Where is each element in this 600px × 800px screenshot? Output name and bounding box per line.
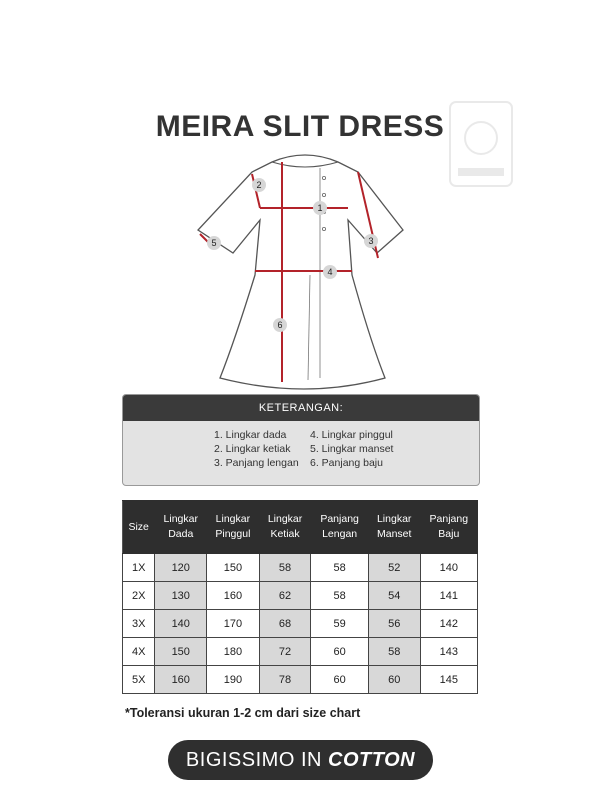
marker-5 [207,236,221,250]
brand-banner [168,740,433,780]
table-cell: 2X [123,582,155,610]
table-cell: 160 [155,666,207,694]
header-lingkar-pinggul: Lingkar Pinggul [207,501,260,554]
table-cell: 142 [420,610,477,638]
table-cell: 120 [155,554,207,582]
keterangan-item: 2. Lingkar ketiak [214,443,291,455]
table-cell: 3X [123,610,155,638]
tolerance-note: *Toleransi ukuran 1-2 cm dari size chart [125,706,361,720]
table-cell: 78 [259,666,311,694]
header-panjang-lengan: Panjang Lengan [311,501,368,554]
table-cell: 4X [123,638,155,666]
keterangan-heading: KETERANGAN: [123,395,479,421]
marker-1 [313,201,327,215]
table-cell: 60 [311,666,368,694]
size-chart-table [122,500,478,694]
table-cell: 72 [259,638,311,666]
table-cell: 1X [123,554,155,582]
table-cell: 160 [207,582,260,610]
table-cell: 180 [207,638,260,666]
header-size: Size [123,501,155,554]
table-cell: 58 [311,582,368,610]
keterangan-item: 5. Lingkar manset [310,443,394,455]
table-cell: 58 [259,554,311,582]
table-row [123,638,478,666]
table-cell: 54 [368,582,420,610]
table-cell: 143 [420,638,477,666]
marker-3 [364,234,378,248]
svg-text:5: 5 [211,238,217,248]
svg-text:3: 3 [368,236,374,246]
table-cell: 150 [207,554,260,582]
keterangan-item: 3. Panjang lengan [214,457,299,469]
header-panjang-baju: Panjang Baju [420,501,477,554]
table-cell: 145 [420,666,477,694]
table-cell: 58 [311,554,368,582]
keterangan-list [123,421,479,470]
header-lingkar-dada: Lingkar Dada [155,501,207,554]
brand-prefix: BIGISSIMO IN [185,749,328,771]
keterangan-box [122,394,480,486]
table-cell: 5X [123,666,155,694]
page-title: MEIRA SLIT DRESS [155,110,445,143]
keterangan-item: 4. Lingkar pinggul [310,429,393,441]
table-cell: 130 [155,582,207,610]
table-cell: 60 [311,638,368,666]
table-cell: 170 [207,610,260,638]
keterangan-item: 1. Lingkar dada [214,429,287,441]
keterangan-item: 6. Panjang baju [310,457,383,469]
table-cell: 56 [368,610,420,638]
brand-emphasis: COTTON [328,749,416,771]
header-lingkar-ketiak: Lingkar Ketiak [259,501,311,554]
table-cell: 60 [368,666,420,694]
table-row [123,610,478,638]
marker-2 [252,178,266,192]
table-cell: 68 [259,610,311,638]
svg-text:6: 6 [277,320,283,330]
table-cell: 141 [420,582,477,610]
header-lingkar-manset: Lingkar Manset [368,501,420,554]
table-cell: 150 [155,638,207,666]
marker-4 [323,265,337,279]
table-cell: 140 [420,554,477,582]
svg-text:1: 1 [317,203,323,213]
svg-text:2: 2 [256,180,262,190]
table-cell: 190 [207,666,260,694]
table-cell: 52 [368,554,420,582]
dress-diagram [190,150,420,390]
table-cell: 59 [311,610,368,638]
svg-text:4: 4 [327,267,333,277]
table-header-row [123,501,478,554]
table-cell: 58 [368,638,420,666]
table-cell: 140 [155,610,207,638]
table-row [123,666,478,694]
table-row [123,582,478,610]
table-cell: 62 [259,582,311,610]
marker-6 [273,318,287,332]
logo-watermark-icon [448,100,514,188]
table-row [123,554,478,582]
